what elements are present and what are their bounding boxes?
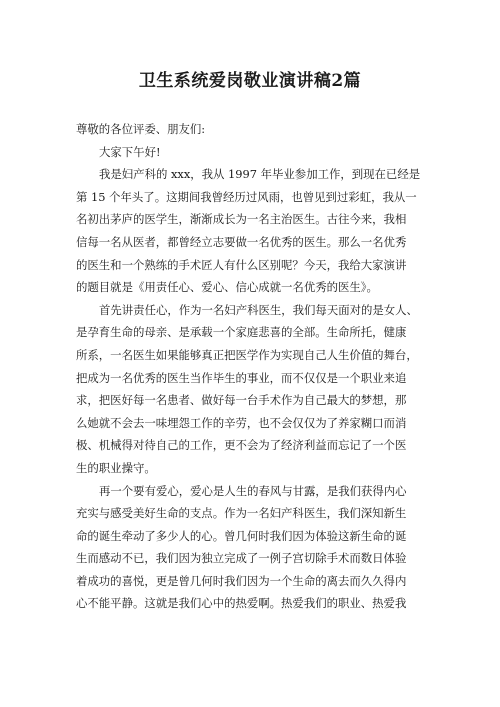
text-line: 再一个要有爱心，爱心是人生的春风与甘露，是我们获得内心 (99, 483, 407, 498)
text-line: 大家下午好! (99, 144, 161, 159)
text-line: 生的职业操守。 (76, 460, 156, 475)
text-line: 所系，一名医生如果能够真正把医学作为实现自己人生价值的舞台， (76, 347, 418, 362)
text-line: 命的诞生牵动了多少人的心。曾几何时我们因为体验这新生命的诞 (76, 528, 407, 543)
text-line: 心不能平静。这就是我们心中的热爱啊。热爱我们的职业、热爱我 (76, 596, 407, 611)
text-line: 把成为一名优秀的医生当作毕生的事业，而不仅仅是一个职业来追 (76, 370, 407, 385)
text-line: 名初出茅庐的医学生，渐渐成长为一名主治医生。古往今来，我相 (76, 212, 407, 227)
text-line: 么她就不会去一味埋怨工作的辛劳，也不会仅仅为了养家糊口而消 (76, 415, 407, 430)
text-line: 生而感动不已，我们因为独立完成了一例子宫切除手术而数日体验 (76, 551, 407, 566)
document-body (76, 118, 428, 615)
text-line: 尊敬的各位评委、朋友们: (76, 122, 206, 136)
text-line: 我是妇产科的 xxx，我从 1997 年毕业参加工作，到现在已经是 (99, 167, 421, 182)
text-line: 的题目就是《用责任心、爱心、信心成就一名优秀的医生》。 (76, 280, 378, 295)
text-line: 信每一名从医者，都曾经立志要做一名优秀的医生。那么一名优秀 (76, 234, 407, 249)
text-line: 是孕育生命的母亲、是承载一个家庭悲喜的全部。生命所托，健康 (76, 325, 407, 340)
text-line: 着成功的喜悦，更是曾几何时我们因为一个生命的离去而久久得内 (76, 573, 407, 588)
text-line: 的医生和一个熟练的手术匠人有什么区别呢？今天，我给大家演讲 (76, 257, 407, 272)
text-line: 首先讲责任心，作为一名妇产科医生，我们每天面对的是女人、 (99, 302, 418, 317)
document-title: 卫生系统爱岗敬业演讲稿2篇 (138, 71, 362, 91)
text-line: 充实与感受美好生命的支点。作为一名妇产科医生，我们深知新生 (76, 506, 407, 521)
text-line: 极、机械得对待自己的工作，更不会为了经济利益而忘记了一个医 (76, 438, 407, 453)
text-line: 第 15 个年头了。这期间我曾经历过风雨，也曾见到过彩虹，我从一 (76, 189, 417, 204)
text-line: 求，把医好每一名患者、做好每一台手术作为自己最大的梦想，那 (76, 393, 407, 408)
